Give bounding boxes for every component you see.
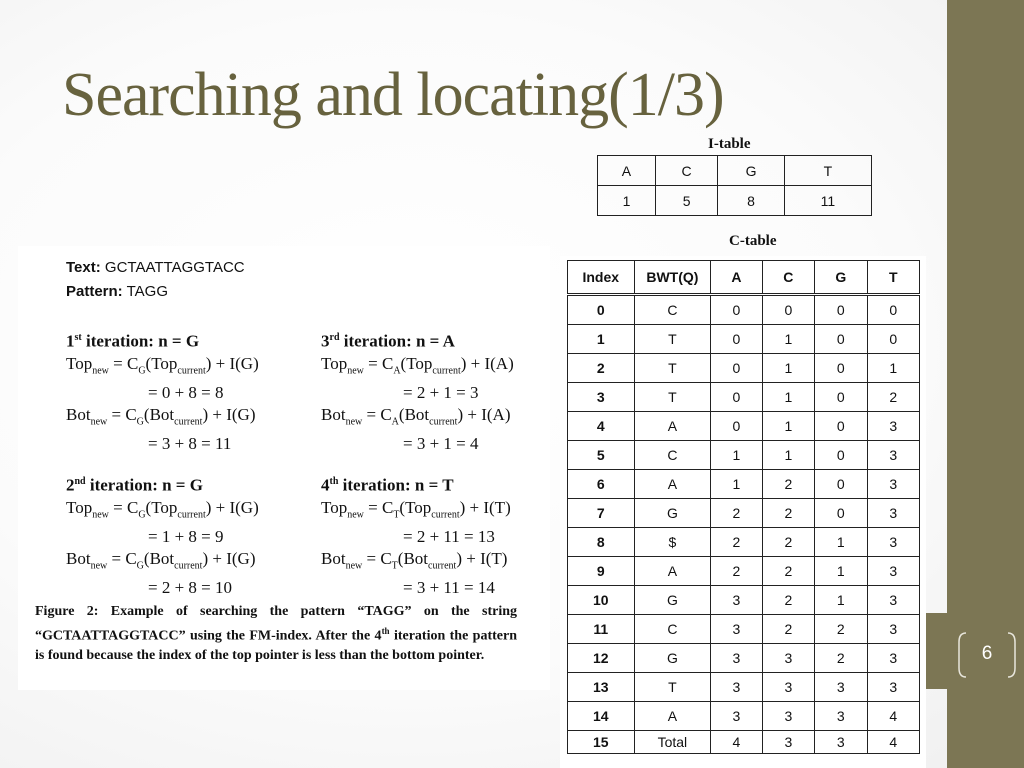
table-cell: 3: [711, 673, 762, 702]
itable-header-row: [598, 156, 872, 186]
table-cell: 3: [762, 702, 814, 731]
text-line: [66, 256, 245, 280]
table-cell: 1: [867, 354, 919, 383]
table-cell: 3: [867, 470, 919, 499]
ctable-body: [568, 295, 920, 754]
table-cell: 3: [867, 412, 919, 441]
table-row: [568, 354, 920, 383]
bot-result: = 3 + 1 = 4: [403, 434, 479, 454]
table-cell: C: [634, 441, 711, 470]
index-cell: 6: [568, 470, 635, 499]
index-cell: 7: [568, 499, 635, 528]
pattern-line: [66, 280, 245, 304]
top-result: = 2 + 1 = 3: [403, 383, 479, 403]
table-cell: 0: [815, 354, 867, 383]
table-cell: 0: [815, 295, 867, 325]
table-cell: 2: [762, 586, 814, 615]
index-cell: 9: [568, 557, 635, 586]
table-cell: 0: [815, 441, 867, 470]
table-cell: 2: [711, 557, 762, 586]
table-cell: 3: [867, 528, 919, 557]
table-cell: 2: [711, 528, 762, 557]
itable-header-cell: A: [598, 156, 656, 186]
index-cell: 11: [568, 615, 635, 644]
table-cell: 2: [867, 383, 919, 412]
ctable-caption: C-table: [729, 233, 777, 249]
iteration-number: 3: [321, 331, 330, 351]
table-cell: 3: [815, 673, 867, 702]
itable-header-cell: G: [718, 156, 785, 186]
top-result: = 0 + 8 = 8: [148, 383, 224, 403]
iteration-block: [66, 471, 259, 599]
table-cell: 2: [711, 499, 762, 528]
ctable-header-cell: Index: [568, 261, 635, 295]
itable-value-cell: 5: [655, 186, 717, 216]
itable-header-cell: C: [655, 156, 717, 186]
table-cell: 0: [815, 470, 867, 499]
table-cell: C: [634, 615, 711, 644]
index-cell: 10: [568, 586, 635, 615]
ctable-header-cell: BWT(Q): [634, 261, 711, 295]
table-cell: 0: [711, 412, 762, 441]
table-cell: 1: [762, 354, 814, 383]
iteration-title: [66, 327, 259, 353]
table-row: [568, 441, 920, 470]
page-number: 6: [981, 643, 993, 664]
table-cell: $: [634, 528, 711, 557]
ctable-header-row: [568, 261, 920, 295]
table-cell: A: [634, 470, 711, 499]
index-cell: 5: [568, 441, 635, 470]
table-cell: 3: [815, 731, 867, 754]
bot-result: = 2 + 8 = 10: [148, 578, 233, 598]
table-cell: 0: [867, 325, 919, 354]
index-cell: 2: [568, 354, 635, 383]
pattern-value: TAGG: [126, 283, 168, 300]
iteration-number: 1: [66, 331, 75, 351]
iteration-number: 2: [66, 475, 75, 495]
table-cell: 1: [815, 557, 867, 586]
top-formula: $Top_{new} = C_A(Top_{current}) + I(A)$: [321, 353, 514, 377]
itable-value-cell: 11: [784, 186, 871, 216]
table-row: [568, 615, 920, 644]
top-formula: $Top_{new} = C_G(Top_{current}) + I(G)$: [66, 353, 259, 377]
bot-result: = 3 + 8 = 11: [148, 434, 232, 454]
table-cell: 2: [815, 644, 867, 673]
ctable-header-cell: T: [867, 261, 919, 295]
top-formula: $Top_{new} = C_T(Top_{current}) + I(T)$: [321, 497, 511, 521]
table-row: [568, 295, 920, 325]
iteration-suffix: rd: [329, 332, 340, 343]
table-cell: 3: [711, 615, 762, 644]
table-cell: 0: [711, 325, 762, 354]
caption-sup: th: [381, 625, 390, 636]
table-cell: 1: [762, 441, 814, 470]
iteration-label: iteration: n = G: [85, 475, 203, 495]
index-cell: 12: [568, 644, 635, 673]
text-value: GCTAATTAGGTACC: [104, 259, 245, 276]
iteration-suffix: th: [329, 476, 339, 487]
index-cell: 4: [568, 412, 635, 441]
table-row: [568, 528, 920, 557]
table-cell: A: [634, 412, 711, 441]
table-cell: Total: [634, 731, 711, 754]
table-cell: 3: [711, 702, 762, 731]
table-cell: 4: [867, 702, 919, 731]
table-cell: 0: [815, 412, 867, 441]
table-row: [568, 470, 920, 499]
iteration-label: iteration: n = T: [338, 475, 454, 495]
table-cell: 3: [711, 586, 762, 615]
table-cell: 0: [815, 325, 867, 354]
pattern-label: Pattern:: [66, 283, 123, 300]
figure-inputs: [66, 256, 245, 304]
table-row: [568, 673, 920, 702]
table-row: [568, 499, 920, 528]
table-row: [568, 586, 920, 615]
index-cell: 3: [568, 383, 635, 412]
iteration-block: [321, 471, 511, 599]
table-cell: 0: [815, 383, 867, 412]
itable-caption: I-table: [708, 136, 751, 152]
table-cell: 0: [815, 499, 867, 528]
bot-formula: $Bot_{new} = C_G(Bot_{current}) + I(G)$: [66, 549, 256, 572]
table-cell: 1: [815, 528, 867, 557]
table-cell: 0: [711, 383, 762, 412]
table-row: [568, 412, 920, 441]
index-cell: 8: [568, 528, 635, 557]
top-formula: $Top_{new} = C_G(Top_{current}) + I(G)$: [66, 497, 259, 521]
table-cell: 2: [762, 615, 814, 644]
bot-formula: $Bot_{new} = C_A(Bot_{current}) + I(A)$: [321, 405, 511, 428]
table-cell: 2: [762, 470, 814, 499]
figure-caption: [35, 602, 517, 665]
index-cell: 13: [568, 673, 635, 702]
table-cell: 0: [711, 354, 762, 383]
iteration-block: [66, 327, 259, 455]
table-cell: 3: [867, 499, 919, 528]
table-cell: 0: [867, 295, 919, 325]
slide-title: Searching and locating(1/3): [62, 61, 724, 129]
itable-value-cell: 1: [598, 186, 656, 216]
iteration-suffix: st: [74, 332, 82, 343]
top-result: = 2 + 11 = 13: [403, 527, 495, 547]
iteration-suffix: nd: [74, 476, 86, 487]
table-cell: A: [634, 557, 711, 586]
ctable-header-cell: A: [711, 261, 762, 295]
caption-part1: Figure 2: Example of searching the pattern “TAGG” on the string “GCTAATTAGGTACC” using the FM-index. After the 4: [35, 604, 517, 644]
table-cell: 3: [867, 644, 919, 673]
index-cell: 0: [568, 295, 635, 325]
table-cell: G: [634, 644, 711, 673]
table-cell: 1: [711, 441, 762, 470]
table-cell: T: [634, 383, 711, 412]
table-row: [568, 325, 920, 354]
table-cell: 2: [762, 499, 814, 528]
iteration-label: iteration: n = G: [81, 331, 200, 351]
table-cell: 1: [711, 470, 762, 499]
table-cell: 3: [762, 644, 814, 673]
table-cell: 2: [762, 557, 814, 586]
iteration-title: [321, 471, 511, 497]
table-cell: T: [634, 325, 711, 354]
table-cell: 1: [815, 586, 867, 615]
table-row: [568, 383, 920, 412]
itable-value-row: [598, 186, 872, 216]
table-cell: 3: [867, 673, 919, 702]
table-cell: G: [634, 499, 711, 528]
table-cell: 0: [762, 295, 814, 325]
index-cell: 15: [568, 731, 635, 754]
index-cell: 1: [568, 325, 635, 354]
itable-header-cell: T: [784, 156, 871, 186]
table-cell: 3: [867, 586, 919, 615]
table-cell: 3: [762, 731, 814, 754]
iteration-block: [321, 327, 514, 455]
table-cell: 1: [762, 383, 814, 412]
table-cell: 3: [815, 702, 867, 731]
table-row: [568, 557, 920, 586]
ctable: [567, 260, 920, 754]
index-cell: 14: [568, 702, 635, 731]
iteration-title: [66, 471, 259, 497]
ctable-header-cell: G: [815, 261, 867, 295]
table-cell: 3: [762, 673, 814, 702]
table-row: [568, 644, 920, 673]
table-cell: C: [634, 295, 711, 325]
table-cell: T: [634, 673, 711, 702]
table-cell: 0: [711, 295, 762, 325]
table-cell: 4: [711, 731, 762, 754]
table-cell: 1: [762, 325, 814, 354]
table-cell: 3: [867, 441, 919, 470]
table-row: [568, 731, 920, 754]
table-cell: 3: [867, 557, 919, 586]
text-label: Text:: [66, 259, 101, 276]
top-result: = 1 + 8 = 9: [148, 527, 224, 547]
itable: [597, 155, 872, 216]
table-cell: T: [634, 354, 711, 383]
table-cell: 2: [815, 615, 867, 644]
caption-part2: iteration the pattern is found because the index of the top pointer is less than the bottom pointer.: [35, 628, 518, 663]
bot-formula: $Bot_{new} = C_T(Bot_{current}) + I(T)$: [321, 549, 508, 572]
ctable-header-cell: C: [762, 261, 814, 295]
table-cell: A: [634, 702, 711, 731]
table-cell: 4: [867, 731, 919, 754]
table-cell: 2: [762, 528, 814, 557]
bot-result: = 3 + 11 = 14: [403, 578, 495, 598]
table-row: [568, 702, 920, 731]
table-cell: 3: [711, 644, 762, 673]
table-cell: G: [634, 586, 711, 615]
table-cell: 1: [762, 412, 814, 441]
iteration-label: iteration: n = A: [339, 331, 455, 351]
table-cell: 3: [867, 615, 919, 644]
iteration-number: 4: [321, 475, 330, 495]
iteration-title: [321, 327, 514, 353]
itable-value-cell: 8: [718, 186, 785, 216]
bot-formula: $Bot_{new} = C_G(Bot_{current}) + I(G)$: [66, 405, 256, 428]
